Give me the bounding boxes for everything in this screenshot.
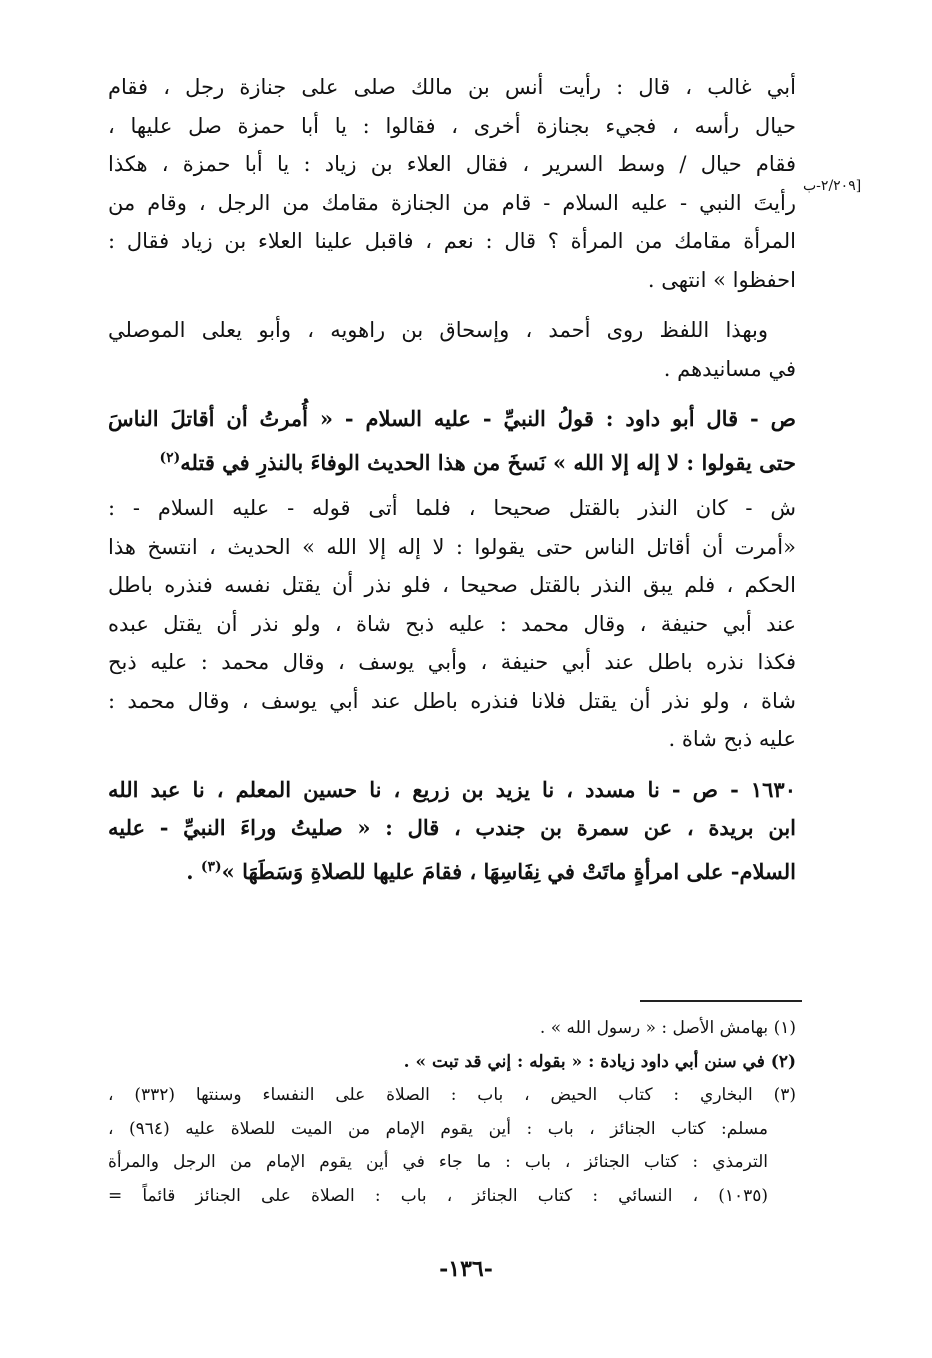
footnotes: [108, 1012, 796, 1213]
paragraph-gap: [108, 388, 796, 400]
text-line: [108, 809, 796, 848]
text-line-content: عند أبي حنيفة ، وقال محمد : عليه ذبح شاة ، ولو نذر أن يقتل عبده: [108, 611, 796, 636]
text-line: [108, 145, 796, 184]
text-line-content: ابن بريدة ، عن سمرة بن جندب ، قال : « صليتُ وراءَ النبيِّ - عليه: [108, 815, 796, 840]
text-line-content: «أمرت أن أقاتل الناس حتى يقولوا : لا إله إلا الله » الحديث ، انتسخ هذا: [108, 534, 796, 559]
text-line: [108, 848, 796, 887]
text-line: [108, 400, 796, 439]
paragraph-gap: [108, 299, 796, 311]
text-line-content: حيال رأسه ، فجيء بجنازة أخرى ، فقالوا : يا أبا حمزة صل عليها ،: [108, 113, 796, 138]
text-line-content: فكذا نذره باطل عند أبي حنيفة ، وأبي يوسف ، وقال محمد : عليه ذبح: [108, 650, 796, 674]
text-line-content: رأيتَ النبي - عليه السلام - قام من الجنازة مقامك من الرجل ، وقام من: [108, 190, 796, 215]
text-line: [108, 528, 796, 567]
text-line-content: أبي غالب ، قال : رأيت أنس بن مالك صلى على جنازة رجل ، فقام: [108, 75, 796, 99]
text-line: [108, 222, 796, 261]
text-line: [108, 184, 796, 223]
text-line-content: حتى يقولوا : لا إله إلا الله » نَسخَ من هذا الحديث الوفاءَ بالنذرِ في قتله: [180, 449, 796, 475]
text-line: [108, 68, 796, 107]
footnote-line: (١) بهامش الأصل : « رسول الله » .: [539, 1018, 796, 1038]
footnote-marker: (٣): [200, 858, 222, 875]
text-line-content: عليه ذبح شاة .: [668, 727, 796, 751]
footnote-line: (٢) في سنن أبي داود زيادة : « بقوله : إني قد تبت » .: [403, 1051, 796, 1072]
text-line-content: شاة ، ولو نذر أن يقتل فلانا فنذره باطل عند أبي يوسف ، وقال محمد :: [108, 688, 796, 713]
footnote-line: (٣) البخاري : كتاب الحيض ، باب : الصلاة على النفساء وسنتها (٣٣٢) ،: [108, 1085, 796, 1105]
footnote-line: الترمذي : كتاب الجنائز ، باب : ما جاء في أين يقوم الإمام من الرجل والمرأة: [108, 1152, 768, 1172]
text-line: [108, 771, 796, 810]
main-text: [108, 68, 796, 886]
page-number: -١٣٦-: [439, 1256, 493, 1282]
paragraph-gap: [108, 759, 796, 771]
text-line: [108, 605, 796, 644]
text-line-content: المرأة مقامك من المرأة ؟ قال : نعم ، فاقبل علينا العلاء بن زياد فقال :: [108, 229, 796, 253]
text-line: [108, 350, 796, 389]
text-line: [108, 107, 796, 146]
text-line-content: احفظوا » انتهى .: [647, 267, 796, 292]
text-line-content: وبهذا اللفظ روى أحمد ، وإسحاق بن راهويه ، وأبو يعلى الموصلي: [108, 318, 768, 342]
text-line: [108, 311, 796, 350]
footnote-line: (١٠٣٥) ، النسائي : كتاب الجنائز ، باب : الصلاة على الجنائز قائماً =: [108, 1185, 768, 1206]
text-line: [108, 489, 796, 528]
text-line: [108, 261, 796, 300]
text-line-content: ١٦٣٠ - ص - نا مسدد ، نا يزيد بن زريع ، نا حسين المعلم ، نا عبد الله: [108, 776, 796, 802]
text-line-content: في مسانيدهم .: [663, 356, 796, 381]
text-line: [108, 643, 796, 682]
text-line: [108, 439, 796, 478]
footnote-line: مسلم: كتاب الجنائز ، باب : أين يقوم الإمام من الميت للصلاة عليه (٩٦٤) ،: [108, 1118, 768, 1139]
text-line-content: ص - قال أبو داود : قولُ النبيِّ - عليه السلام - « أُمرتُ أن أقاتلَ الناسَ: [108, 406, 796, 431]
text-line-content: فقام حيال / وسط السرير ، فقال العلاء بن زياد : يا أبا حمزة ، هكذا: [108, 152, 796, 176]
paragraph-gap: [108, 477, 796, 489]
footnote-separator: [640, 1000, 802, 1002]
text-line: [108, 682, 796, 721]
text-line: [108, 566, 796, 605]
footnote-marker: (٢): [159, 449, 181, 466]
text-line: [108, 720, 796, 759]
text-line-content: السلام- على امرأةٍ ماتَتْ في نِفَاسِهَا ، فقامَ عليها للصلاةِ وَسَطَهَا »: [221, 858, 796, 884]
margin-note: [٢/٢٠٩-ب: [803, 178, 862, 194]
text-line-content: الحكم ، فلم يبق النذر بالقتل صحيحا ، فلو نذر أن يقتل نفسه فنذره باطل: [108, 573, 796, 597]
text-line-tail: .: [186, 858, 201, 884]
text-line-content: ش - كان النذر بالقتل صحيحا ، فلما أتى قوله - عليه السلام - :: [108, 496, 796, 520]
